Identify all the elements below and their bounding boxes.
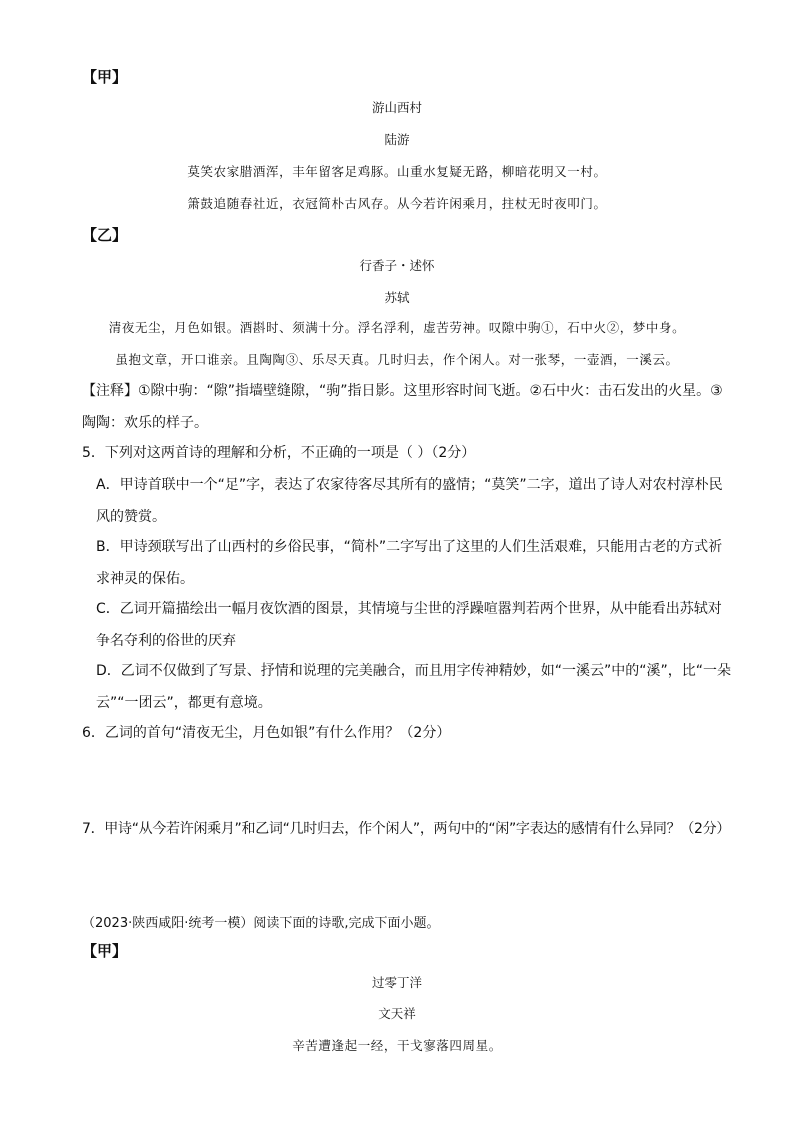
marker-jia: 【甲】 [82,68,128,86]
question-5-option-d-line-2: 云”“一团云”，都更有意境。 [96,695,272,711]
poem-jia-line-2: 箫鼓追随春社近，衣冠简朴古风存。从今若许闲乘月，拄杖无时夜叩门。 [187,196,607,211]
question-5-option-d-line-1: D．乙词不仅做到了写景、抒情和说理的完美融合，而且用字传神精妙，如“一溪云”中的“溪”，比“一朵 [96,663,732,679]
poem-jia-author: 陆游 [384,132,410,147]
question-5-option-c-line-1: C．乙词开篇描绘出一幅月夜饮酒的图景，其情境与尘世的浮躁喧嚣判若两个世界，从中能看出苏轼对 [96,601,722,617]
notes-line-1: 【注释】①隙中驹：“隙”指墙壁缝隙，“驹”指日影。这里形容时间飞逝。②石中火：击石发出的火星。③ [82,383,723,399]
marker-jia-2: 【甲】 [82,942,128,960]
poem-3-title: 过零丁洋 [371,975,422,990]
source-note: （2023·陕西咸阳·统考一模）阅读下面的诗歌,完成下面小题。 [82,916,440,931]
marker-yi: 【乙】 [82,226,128,244]
question-5-stem: 5．下列对这两首诗的理解和分析，不正确的一项是（ ）（2分） [82,445,476,461]
question-5-option-b-line-1: B．甲诗颈联写出了山西村的乡俗民事，“简朴”二字写出了这里的人们生活艰难，只能用古老的方式祈 [96,539,723,555]
poem-yi-line-2: 虽抱文章，开口谁亲。且陶陶③、乐尽天真。几时归去，作个闲人。对一张琴，一壶酒，一溪云。 [115,352,679,367]
question-5-option-b-line-2: 求神灵的保佑。 [96,571,194,587]
poem-3-author: 文天祥 [378,1006,416,1021]
question-5-option-a-line-1: A．甲诗首联中一个“足”字，表达了农家待客尽其所有的盛情；“莫笑”二字，道出了诗人对农村淳朴民 [96,477,723,493]
question-5-option-c-line-2: 争名夺利的俗世的厌弃 [96,633,236,649]
question-6: 6．乙词的首句“清夜无尘，月色如银”有什么作用？（2分） [82,725,451,741]
poem-jia-title: 游山西村 [371,100,422,115]
poem-yi-line-1: 清夜无尘，月色如银。酒斟时、须满十分。浮名浮利，虚苦劳神。叹隙中驹①，石中火②，梦中身。 [108,320,686,335]
poem-yi-author: 苏轼 [384,290,410,305]
poem-yi-title: 行香子・述怀 [359,258,435,273]
question-5-option-a-line-2: 风的赞赏。 [96,509,166,525]
poem-3-line-1: 辛苦遭逢起一经，干戈寥落四周星。 [292,1038,502,1053]
question-7: 7．甲诗“从今若许闲乘月”和乙词“几时归去，作个闲人”，两句中的“闲”字表达的感情有什么异同？（2分） [82,821,731,837]
poem-jia-line-1: 莫笑农家腊酒浑，丰年留客足鸡豚。山重水复疑无路，柳暗花明又一村。 [187,164,607,179]
notes-line-2: 陶陶：欢乐的样子。 [82,415,208,431]
